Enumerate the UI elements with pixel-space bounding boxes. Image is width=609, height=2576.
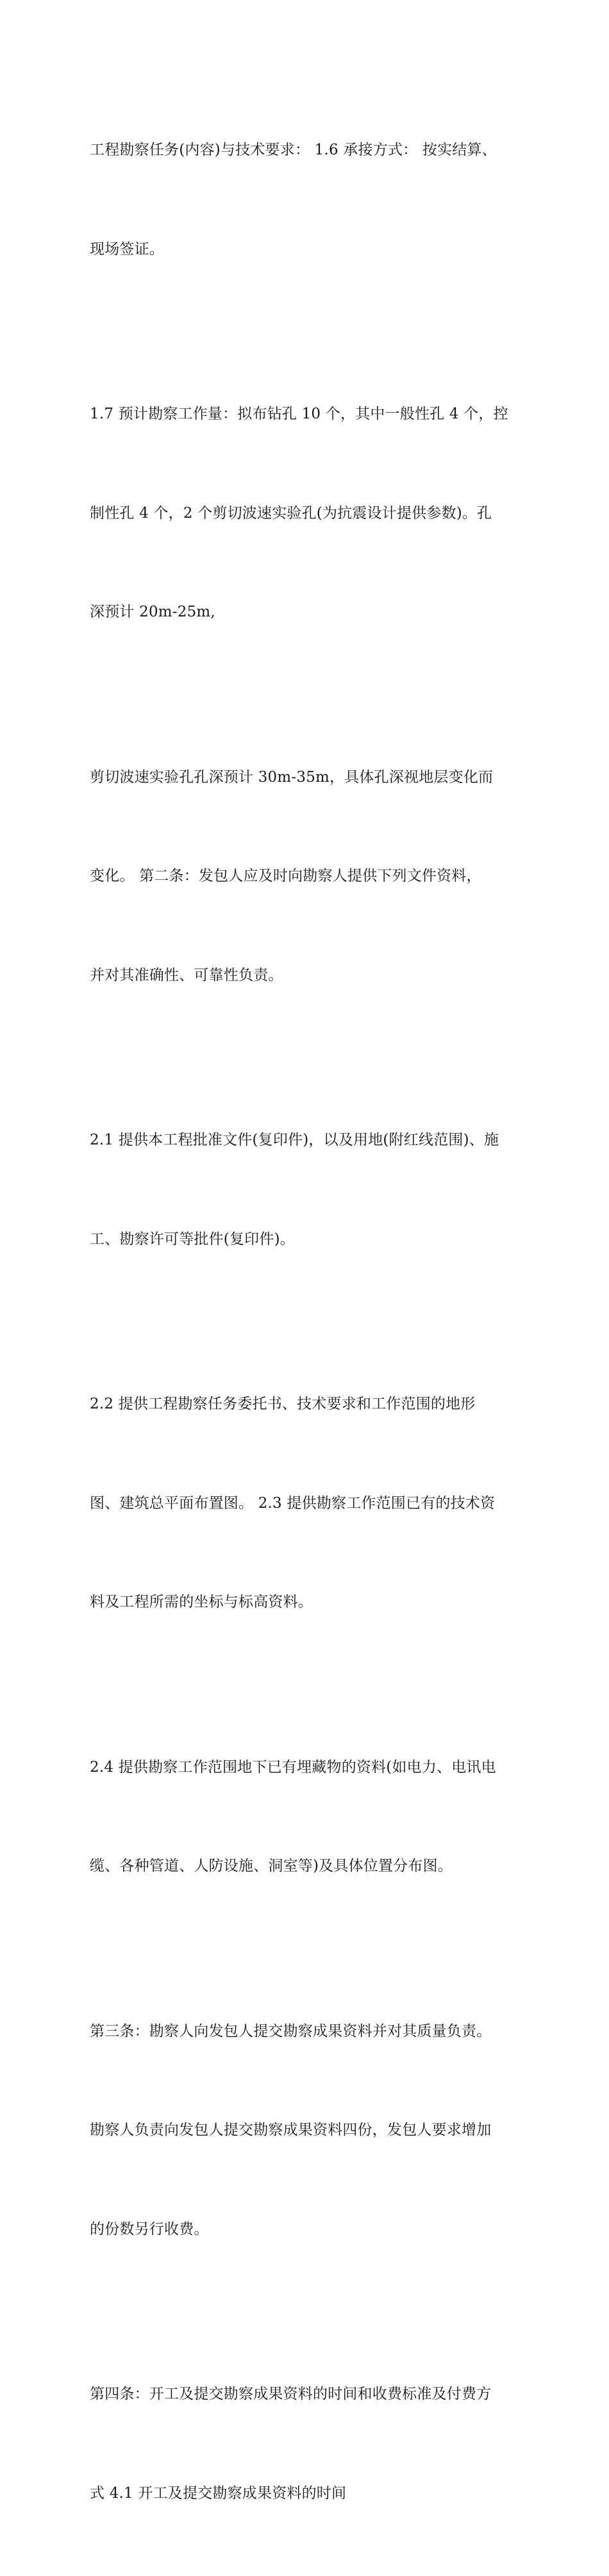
paragraph-article-two xyxy=(90,695,532,1059)
text-line: 第三条：勘察人向发包人提交勘察成果资料并对其质量负责。 xyxy=(90,2022,492,2040)
text-line: 2.4 提供勘察工作范围地下已有埋藏物的资料(如电力、电讯电 xyxy=(90,1758,496,1776)
paragraph-estimated-workload xyxy=(90,332,532,695)
paragraph-clause-2-1 xyxy=(90,1058,532,1322)
text-line: 缆、各种管道、人防设施、洞室等)及具体位置分布图。 xyxy=(90,1858,453,1874)
text-line: 变化。 第二条：发包人应及时向勘察人提供下列文件资料， xyxy=(90,868,481,884)
paragraph-article-three xyxy=(90,1949,532,2313)
text-line: 第四条：开工及提交勘察成果资料的时间和收费标准及付费方 xyxy=(90,2386,492,2402)
text-line: 2.2 提供工程勘察任务委托书、技术要求和工作范围的地形 xyxy=(90,1396,476,1412)
document-body xyxy=(90,68,532,2576)
text-line: 深预计 20m-25m, xyxy=(90,604,215,620)
text-line: 制性孔 4 个，2 个剪切波速实验孔(为抗震设计提供参数)。孔 xyxy=(90,504,492,522)
text-line: 工程勘察任务(内容)与技术要求： 1.6 承接方式： 按实结算、 xyxy=(90,142,497,158)
text-line: 勘察人负责向发包人提交勘察成果资料四份，发包人要求增加 xyxy=(90,2122,492,2138)
text-line: 的份数另行收费。 xyxy=(90,2220,209,2238)
text-line: 料及工程所需的坐标与标高资料。 xyxy=(90,1594,313,1610)
text-line: 剪切波速实验孔孔深预计 30m-35m，具体孔深视地层变化而 xyxy=(90,768,494,786)
paragraph-clause-2-4 xyxy=(90,1685,532,1949)
text-line: 图、建筑总平面布置图。 2.3 提供勘察工作范围已有的技术资 xyxy=(90,1494,496,1512)
text-line: 工、勘察许可等批件(复印件)。 xyxy=(90,1230,295,1248)
text-line: 并对其准确性、可靠性负责。 xyxy=(90,966,283,984)
paragraph-article-four xyxy=(90,2312,532,2576)
text-line: 现场签证。 xyxy=(90,240,164,258)
paragraph-clause-2-2 xyxy=(90,1322,532,1685)
text-line: 2.1 提供本工程批准文件(复印件)，以及用地(附红线范围)、施 xyxy=(90,1132,499,1148)
text-line: 式 4.1 开工及提交勘察成果资料的时间 xyxy=(90,2484,347,2502)
text-line: 1.7 预计勘察工作量：拟布钻孔 10 个，其中一般性孔 4 个，控 xyxy=(90,406,508,422)
paragraph-task-requirements xyxy=(90,68,532,332)
